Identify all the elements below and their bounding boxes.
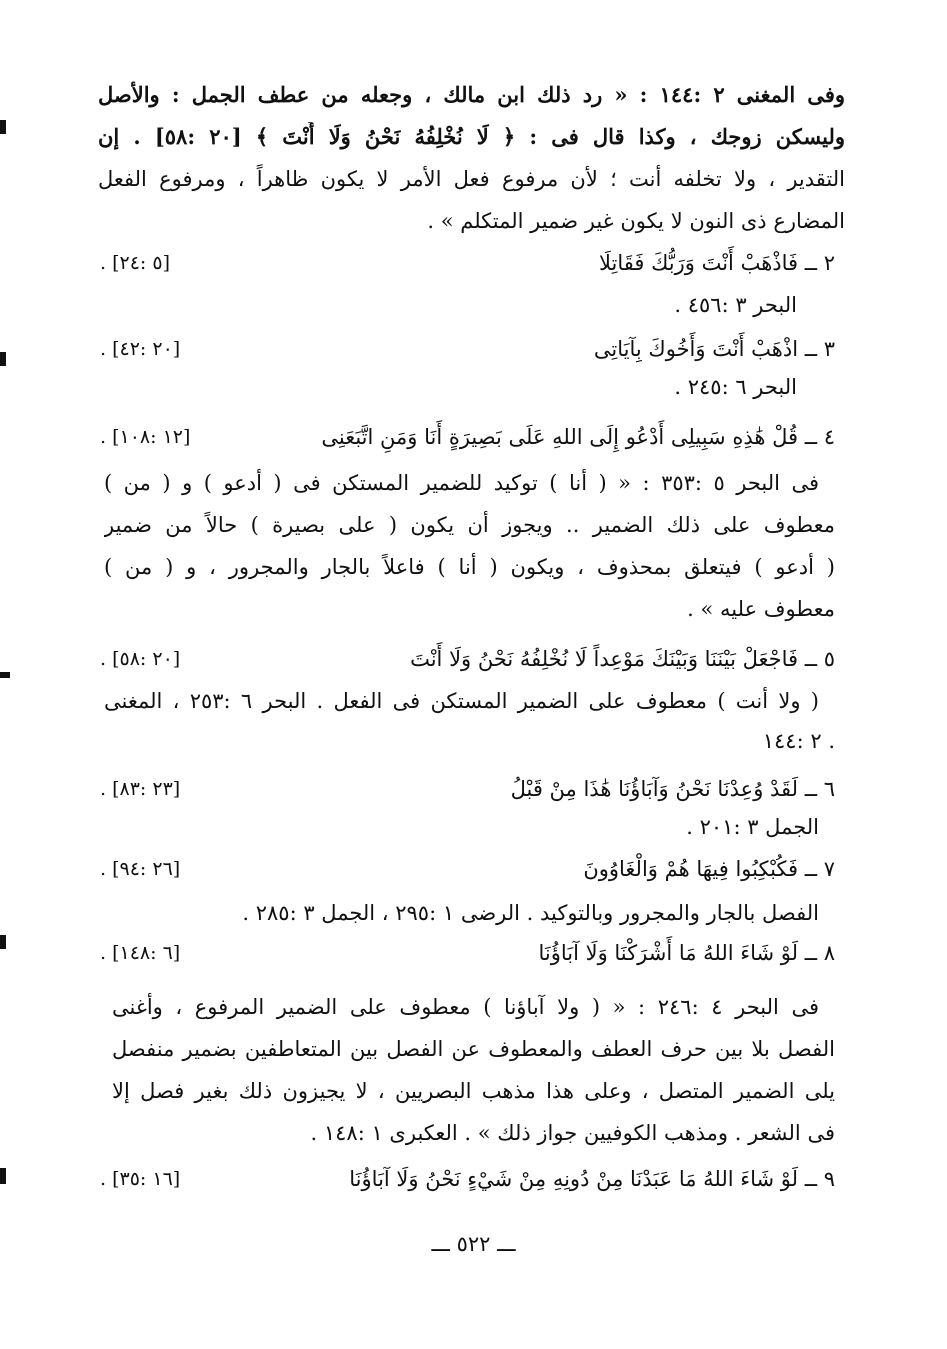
source-note: الفصل بالجار والمجرور وبالتوكيد . الرضى ١ :٢٩٥ ، الجمل ٣ :٢٨٥ . <box>242 901 819 925</box>
paragraph-line: فى البحر ٤ :٢٤٦ : « ( ولا آباؤنا ) معطوف على الضمير المرفوع ، وأغنى <box>112 995 819 1019</box>
verse-entry <box>100 1162 835 1198</box>
paragraph-line: ( أدعو ) فيتعلق بمحذوف ، ويكون ( أنا ) فاعلاً بالجار والمجرور ، و ( من ) <box>104 555 835 579</box>
paragraph-line: الفصل بلا بين حرف العطف والمعطوف عن الفصل بين المتعاطفين بضمير منفصل <box>112 1037 835 1061</box>
scan-margin-mark <box>0 120 6 134</box>
verse-reference: . [٢٠ :٥٨] <box>100 648 181 670</box>
scan-margin-mark <box>0 1168 6 1184</box>
verse-entry <box>100 332 835 368</box>
source-note: البحر ٦ :٢٤٥ . <box>674 375 797 399</box>
verse-entry <box>100 936 835 972</box>
verse-text: ٥ ــ فَاجْعَلْ بَيْنَنَا وَبَيْنَكَ مَوْعِداً لَا نُخْلِفُهُ نَحْنُ وَلَا أَنْتَ <box>410 647 835 671</box>
paragraph-line: ( ولا أنت ) معطوف على الضمير المستكن فى الفعل . البحر ٦ :٢٥٣ ، المغنى <box>104 689 819 713</box>
verse-entry <box>100 852 835 888</box>
scan-margin-mark <box>0 935 6 949</box>
verse-text: ٢ ــ فَاذْهَبْ أَنْتَ وَرَبُّكَ فَقَاتِلَا <box>598 251 835 275</box>
verse-text: ٨ ــ لَوْ شَاءَ اللهُ مَا أَشْرَكْنَا وَلَا آبَاؤُنَا <box>538 941 835 965</box>
verse-text: ٧ ــ فَكُبْكِبُوا فِيهَا هُمْ وَالْغَاوُونَ <box>583 857 835 881</box>
verse-text: ٩ ــ لَوْ شَاءَ اللهُ مَا عَبَدْنَا مِنْ دُونِهِ مِنْ شَيْءٍ نَحْنُ وَلَا آبَاؤُنَا <box>349 1167 835 1191</box>
paragraph-line: وفى المغنى ٢ :١٤٤ : « رد ذلك ابن مالك ، وجعله من عطف الجمل : والأصل <box>98 82 845 107</box>
verse-reference: . [٢٠ :٤٢] <box>100 338 181 360</box>
verse-text: ٤ ــ قُلْ هَٰذِهِ سَبِيلِى أَدْعُو إِلَى اللهِ عَلَى بَصِيرَةٍ أَنَا وَمَنِ اتَّبَعَنِى <box>321 425 835 449</box>
paragraph-line: معطوف عليه » . <box>687 597 835 621</box>
source-note: الجمل ٣ :٢٠١ . <box>686 815 819 839</box>
verse-reference: . [٦ :١٤٨] <box>100 942 181 964</box>
paragraph-line: معطوف على ذلك الضمير .. ويجوز أن يكون ( على بصيرة ) حالاً من ضمير <box>104 513 835 537</box>
verse-reference: . [٢٣ :٨٣] <box>100 778 181 800</box>
paragraph-line: وليسكن زوجك ، وكذا قال فى : ﴿ لَا نُخْلِفُهُ نَحْنُ وَلَا أَنْتَ ﴾ [٢٠ :٥٨] . إن <box>98 124 845 149</box>
paragraph-line: فى البحر ٥ :٣٥٣ : « ( أنا ) توكيد للضمير المستكن فى ( أدعو ) و ( من ) <box>104 471 819 495</box>
verse-text: ٣ ــ اذْهَبْ أَنْتَ وَأَخُوكَ بِآيَاتِى <box>593 337 835 361</box>
verse-reference: . [٢٦ :٩٤] <box>100 858 181 880</box>
verse-entry <box>100 772 835 808</box>
paragraph-line: المضارع ذى النون لا يكون غير ضمير المتكلم » . <box>427 209 845 233</box>
verse-reference: . [٥ :٢٤] <box>100 252 171 274</box>
paragraph-line: ٢ :١٤٤ . <box>762 729 835 753</box>
verse-reference: . [١٢ :١٠٨] <box>100 426 191 448</box>
verse-entry <box>100 642 835 678</box>
page-number: ـــ ٥٢٢ ـــ <box>431 1232 516 1256</box>
paragraph-line: فى الشعر . ومذهب الكوفيين جواز ذلك » . العكبرى ١ :١٤٨ . <box>310 1121 835 1145</box>
scan-margin-mark <box>0 672 10 678</box>
scan-margin-mark <box>0 352 6 366</box>
source-note: البحر ٣ :٤٥٦ . <box>674 293 797 317</box>
paragraph-line: التقدير ، ولا تخلفه أنت ؛ لأن مرفوع فعل الأمر لا يكون ظاهراً ، ومرفوع الفعل <box>98 167 845 191</box>
paragraph-line: يلى الضمير المتصل ، وعلى هذا مذهب البصريين ، لا يجيزون ذلك بغير فصل إلا <box>112 1079 835 1103</box>
verse-text: ٦ ــ لَقَدْ وُعِدْنَا نَحْنُ وَآبَاؤُنَا هَٰذَا مِنْ قَبْلُ <box>510 777 835 801</box>
verse-entry <box>100 246 835 282</box>
verse-reference: . [١٦ :٣٥] <box>100 1168 181 1190</box>
verse-entry <box>100 420 835 456</box>
